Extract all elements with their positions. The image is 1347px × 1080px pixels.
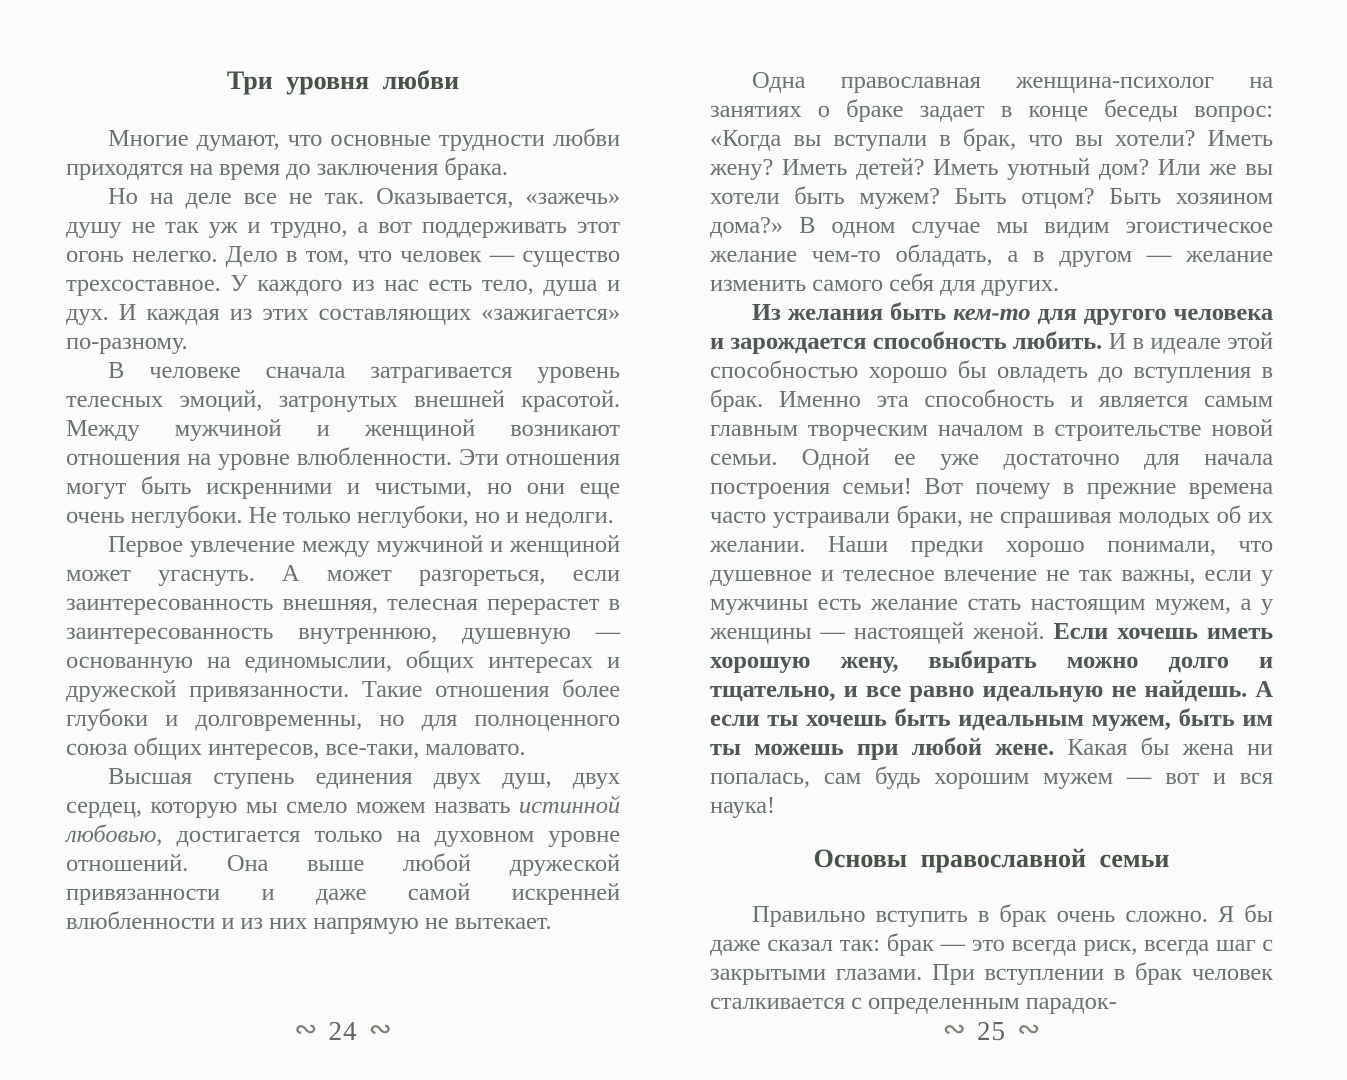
text-run: Какая бы жена ни попалась, сам будь хорошим мужем — вот и вся наука!: [710, 734, 1273, 819]
text-run: Одна православная женщина-психолог на занятиях о браке задает в конце беседы вопрос: «Когда вы вступали в брак, что вы хотели? Иметь жену? Иметь детей? Иметь уютный дом? Или же вы хотели быть мужем? Быть отцом? Быть хозяином дома?» В одном случае мы видим эгоистическое желание чем-то обладать, а в другом — желание изменить самого себя для других.: [710, 67, 1273, 297]
paragraph: [710, 66, 1273, 298]
text-run: Правильно вступить в брак очень сложно. Я бы даже сказал так: брак — это всегда риск, всегда шаг с закрытыми глазами. При вступлении в брак человек сталкивается с определенным парадок-: [710, 901, 1273, 1015]
page-right-text: [710, 0, 1273, 1016]
footer-flourish-icon: ∾: [294, 1012, 318, 1045]
paragraph: [66, 762, 620, 936]
text-run: , достигается только на духовном уровне отношений. Она выше любой дружеской привязанности и даже самой искренней влюбленности и из них напрямую не вытекает.: [66, 821, 620, 935]
footer-flourish-icon: ∾: [368, 1012, 392, 1045]
paragraph: [710, 298, 1273, 820]
text-run: Но на деле все не так. Оказывается, «зажечь» душу не так уж и трудно, а вот поддерживать этот огонь нелегко. Дело в том, что человек — существо трехсоставное. У каждого из нас есть тело, душа и дух. И каждая из этих составляющих «зажигается» по-разному.: [66, 183, 620, 355]
paragraph: [66, 182, 620, 356]
text-run: истинной любовью: [66, 792, 620, 848]
page-left: [66, 0, 620, 1080]
text-run: Если хочешь иметь хорошую жену, выбирать можно долго и тщательно, и все равно идеальную не найдешь. А если ты хочешь быть идеальным мужем, быть им ты можешь при любой жене.: [710, 618, 1273, 761]
paragraph: [66, 356, 620, 530]
section-heading: Три уровня любви: [226, 66, 460, 95]
text-run: кем-то: [953, 299, 1031, 326]
page-left-text: [66, 0, 620, 936]
paragraph: [710, 900, 1273, 1016]
page-number: 24: [328, 1016, 358, 1046]
paragraph: [66, 530, 620, 762]
text-run: И в идеале этой способностью хорошо бы овладеть до вступления в брак. Именно эта способность и является самым главным творческим началом в строительстве новой семьи. Одной ее уже достаточно для начала построения семьи! Вот почему в прежние времена часто устраивали браки, не спрашивая молодых об их желании. Наши предки хорошо понимали, что душевное и телесное влечение не так важны, если у мужчины есть желание стать настоящим мужем, а у женщины — настоящей женой.: [710, 328, 1273, 645]
footer-flourish-icon: ∾: [942, 1012, 966, 1045]
text-run: В человеке сначала затрагивается уровень телесных эмоций, затронутых внешней красотой. Между мужчиной и женщиной возникают отношения на уровне влюбленности. Эти отношения могут быть искренними и чистыми, но они еще очень неглубоки. Не только неглубоки, но и недолги.: [66, 357, 620, 529]
text-run: Высшая ступень единения двух душ, двух сердец, которую мы смело можем назвать: [66, 763, 620, 819]
page-number: 25: [977, 1016, 1006, 1046]
footer-flourish-icon: ∾: [1017, 1012, 1041, 1045]
text-run: Из желания быть: [752, 299, 954, 326]
text-run: для другого человека и зарождается способность любить.: [710, 299, 1273, 355]
page-right-footer: [710, 1012, 1273, 1046]
text-run: Многие думают, что основные трудности любви приходятся на время до заключения брака.: [66, 125, 620, 181]
section-heading: Основы православной семьи: [813, 844, 1170, 873]
text-run: Первое увлечение между мужчиной и женщиной может угаснуть. А может разгореться, если заинтересованность внешняя, телесная перерастет в заинтересованность внутреннюю, душевную — основанную на единомыслии, общих интересах и дружеской привязанности. Такие отношения более глубоки и долговременны, но для полноценного союза общих интересов, все-таки, маловато.: [66, 531, 620, 761]
page-right: [710, 0, 1273, 1080]
page-left-footer: [66, 1012, 620, 1046]
paragraph: [66, 124, 620, 182]
